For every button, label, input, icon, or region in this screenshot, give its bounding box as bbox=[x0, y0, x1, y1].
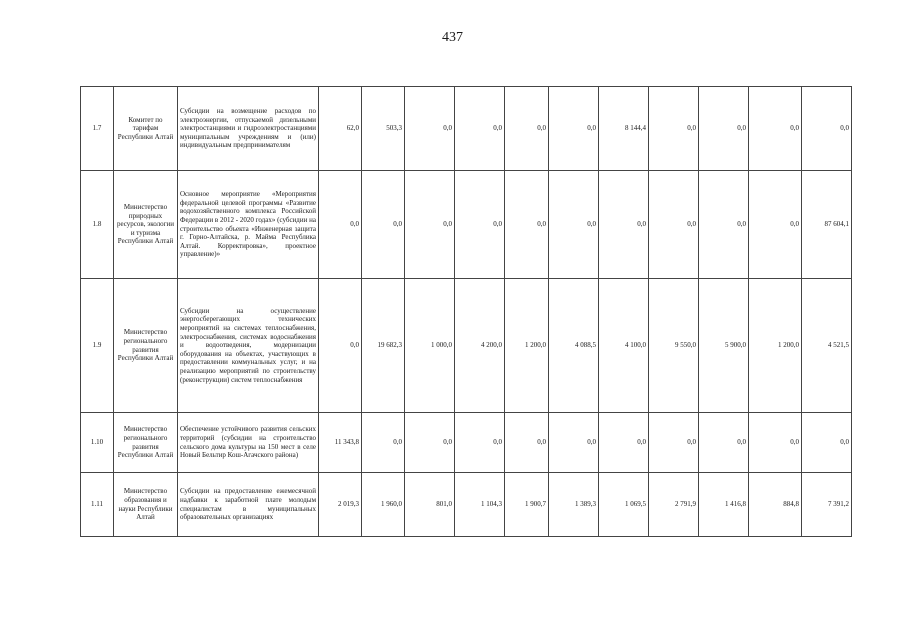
value-cell: 0,0 bbox=[505, 171, 549, 279]
value-cell: 1 200,0 bbox=[505, 279, 549, 413]
value-cell: 801,0 bbox=[405, 473, 455, 537]
value-cell: 0,0 bbox=[599, 171, 649, 279]
value-cell: 0,0 bbox=[749, 171, 802, 279]
value-cell: 0,0 bbox=[505, 413, 549, 473]
value-cell: 0,0 bbox=[749, 413, 802, 473]
table-row bbox=[81, 279, 852, 413]
description-cell: Субсидии на осуществление энергосберегающих технических мероприятий на системах теплоснабжения, электроснабжения, системах водоснабжения и водоотведения, модернизации оборудования на объектах, участвующих в предоставлении коммунальных услуг, и на реализацию мероприятий по строительству (реконструкции) систем теплоснабжения bbox=[178, 279, 319, 413]
value-cell: 0,0 bbox=[405, 413, 455, 473]
value-cell: 1 069,5 bbox=[599, 473, 649, 537]
value-cell: 0,0 bbox=[362, 171, 405, 279]
table-row bbox=[81, 171, 852, 279]
value-cell: 0,0 bbox=[319, 279, 362, 413]
row-number: 1.10 bbox=[81, 413, 114, 473]
value-cell: 0,0 bbox=[649, 413, 699, 473]
value-cell: 7 391,2 bbox=[802, 473, 852, 537]
value-cell: 0,0 bbox=[802, 87, 852, 171]
description-cell: Субсидии на предоставление ежемесячной надбавки к заработной плате молодым специалистам в муниципальных образовательных организациях bbox=[178, 473, 319, 537]
value-cell: 0,0 bbox=[802, 413, 852, 473]
row-number: 1.11 bbox=[81, 473, 114, 537]
value-cell: 0,0 bbox=[549, 87, 599, 171]
value-cell: 0,0 bbox=[649, 87, 699, 171]
value-cell: 0,0 bbox=[405, 171, 455, 279]
value-cell: 9 550,0 bbox=[649, 279, 699, 413]
value-cell: 4 521,5 bbox=[802, 279, 852, 413]
value-cell: 1 960,0 bbox=[362, 473, 405, 537]
value-cell: 8 144,4 bbox=[599, 87, 649, 171]
value-cell: 0,0 bbox=[699, 87, 749, 171]
value-cell: 1 104,3 bbox=[455, 473, 505, 537]
table-row bbox=[81, 473, 852, 537]
description-cell: Обеспечение устойчивого развития сельских территорий (субсидии на строительство сельского дома культуры на 150 мест в селе Новый Бельтир Кош-Агачского района) bbox=[178, 413, 319, 473]
value-cell: 0,0 bbox=[749, 87, 802, 171]
executor-cell: Министерство образования и науки Республики Алтай bbox=[114, 473, 178, 537]
value-cell: 2 019,3 bbox=[319, 473, 362, 537]
value-cell: 0,0 bbox=[599, 413, 649, 473]
budget-table bbox=[80, 86, 852, 537]
value-cell: 884,8 bbox=[749, 473, 802, 537]
value-cell: 1 000,0 bbox=[405, 279, 455, 413]
table-row bbox=[81, 87, 852, 171]
value-cell: 0,0 bbox=[505, 87, 549, 171]
value-cell: 503,3 bbox=[362, 87, 405, 171]
value-cell: 0,0 bbox=[549, 171, 599, 279]
value-cell: 0,0 bbox=[362, 413, 405, 473]
row-number: 1.8 bbox=[81, 171, 114, 279]
value-cell: 2 791,9 bbox=[649, 473, 699, 537]
page-number: 437 bbox=[442, 30, 463, 45]
value-cell: 4 200,0 bbox=[455, 279, 505, 413]
table-row bbox=[81, 413, 852, 473]
executor-cell: Министерство регионального развития Республики Алтай bbox=[114, 413, 178, 473]
description-cell: Основное мероприятие «Мероприятия федеральной целевой программы «Развитие водохозяйственного комплекса Российской Федерации в 2012 - 2020 годах» (субсидии на строительство объекта «Инженерная защита г. Горно-Алтайска, р. Майма Республика Алтай. Корректировка», проектное управление)» bbox=[178, 171, 319, 279]
value-cell: 0,0 bbox=[405, 87, 455, 171]
value-cell: 0,0 bbox=[455, 87, 505, 171]
value-cell: 0,0 bbox=[549, 413, 599, 473]
value-cell: 4 100,0 bbox=[599, 279, 649, 413]
value-cell: 1 416,8 bbox=[699, 473, 749, 537]
executor-cell: Министерство регионального развития Республики Алтай bbox=[114, 279, 178, 413]
value-cell: 0,0 bbox=[649, 171, 699, 279]
row-number: 1.9 bbox=[81, 279, 114, 413]
executor-cell: Комитет по тарифам Республики Алтай bbox=[114, 87, 178, 171]
description-cell: Субсидии на возмещение расходов по электроэнергии, отпускаемой дизельными электростанциями и гидроэлектростанциями муниципальным учреждениям и (или) индивидуальным предпринимателям bbox=[178, 87, 319, 171]
value-cell: 1 900,7 bbox=[505, 473, 549, 537]
value-cell: 62,0 bbox=[319, 87, 362, 171]
executor-cell: Министерство природных ресурсов, экологии и туризма Республики Алтай bbox=[114, 171, 178, 279]
value-cell: 0,0 bbox=[455, 413, 505, 473]
value-cell: 19 682,3 bbox=[362, 279, 405, 413]
value-cell: 1 200,0 bbox=[749, 279, 802, 413]
value-cell: 0,0 bbox=[455, 171, 505, 279]
value-cell: 0,0 bbox=[699, 413, 749, 473]
value-cell: 4 088,5 bbox=[549, 279, 599, 413]
value-cell: 11 343,8 bbox=[319, 413, 362, 473]
value-cell: 0,0 bbox=[319, 171, 362, 279]
value-cell: 1 389,3 bbox=[549, 473, 599, 537]
value-cell: 0,0 bbox=[699, 171, 749, 279]
row-number: 1.7 bbox=[81, 87, 114, 171]
value-cell: 87 604,1 bbox=[802, 171, 852, 279]
value-cell: 5 900,0 bbox=[699, 279, 749, 413]
